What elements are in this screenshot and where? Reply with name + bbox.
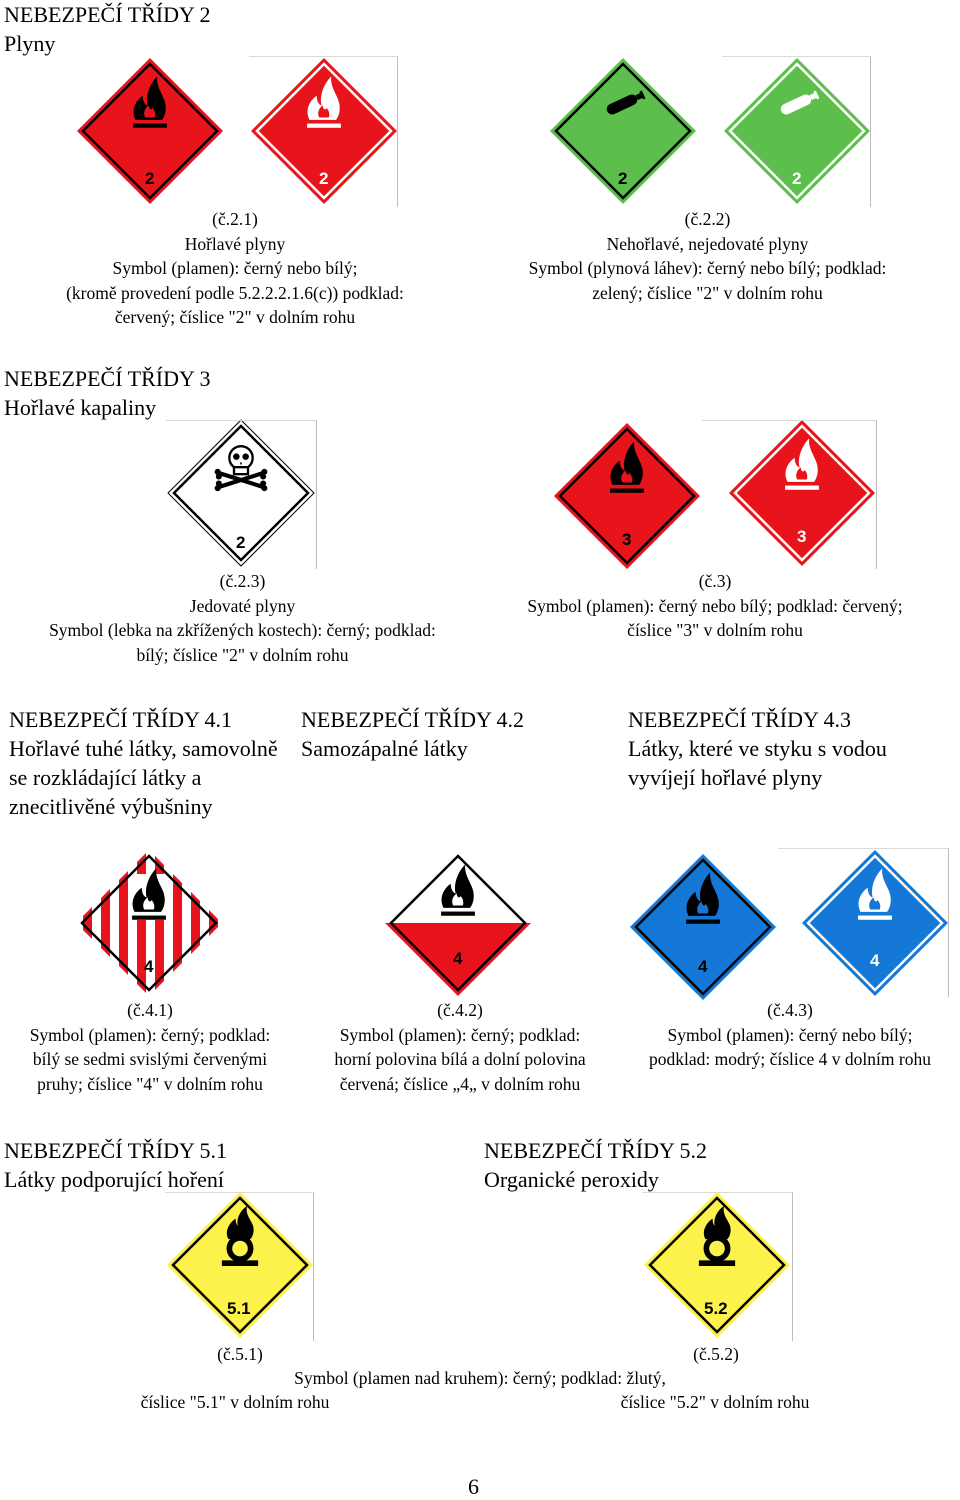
caption-line: Symbol (lebka na zkřížených kostech): černý; podklad: (49, 620, 436, 640)
caption-line: (č.2.3) (219, 571, 266, 591)
image-frame (778, 848, 949, 997)
caption-5-1-number: (č.5.1) (217, 1344, 263, 1364)
caption-line: podklad: modrý; číslice 4 v dolním rohu (649, 1049, 931, 1069)
caption-4-1 (0, 998, 300, 1096)
caption-line: Jedovaté plyny (189, 595, 296, 616)
digit-label: 2 (145, 169, 155, 188)
caption-5-2-digit: číslice "5.2" v dolním rohu (620, 1392, 810, 1412)
caption-4-2 (305, 998, 615, 1096)
digit-label: 4 (870, 951, 880, 970)
class52-subheading: Organické peroxidy (484, 1167, 659, 1192)
caption-5-shared: Symbol (plamen nad kruhem): černý; podklad: žlutý, (294, 1368, 666, 1388)
class3-subheading: Hořlavé kapaliny (4, 395, 157, 420)
caption-line: Symbol (plamen): černý nebo bílý; (112, 258, 358, 278)
digit-label: 4 (453, 949, 463, 968)
placard-4-1-striped (74, 848, 224, 998)
digit-label: 2 (618, 169, 628, 188)
digit-label: 5.1 (227, 1299, 251, 1318)
digit-label: 4 (698, 957, 708, 976)
caption-3 (485, 569, 945, 643)
caption-4-3 (615, 998, 960, 1072)
class3-heading: NEBEZPEČÍ TŘÍDY 3 (4, 366, 211, 391)
digit-label: 2 (319, 169, 329, 188)
digit-label: 2 (792, 169, 802, 188)
caption-line: (kromě provedení podle 5.2.2.2.1.6(c)) podklad: (66, 282, 404, 303)
class2-heading: NEBEZPEČÍ TŘÍDY 2 (4, 2, 211, 27)
caption-2-2 (490, 207, 925, 305)
placard-2-2-black-cylinder (548, 56, 698, 206)
class51-subheading: Látky podporující hoření (4, 1167, 224, 1192)
class43-subheading: Látky, které ve styku s vodou vyvíjejí hořlavé plyny (628, 736, 887, 790)
caption-2-1 (40, 207, 430, 330)
digit-label: 5.2 (704, 1299, 728, 1318)
caption-line: (č.2.1) (212, 209, 258, 229)
caption-5-1-digit: číslice "5.1" v dolním rohu (140, 1392, 330, 1412)
caption-line: bílý se sedmi svislými červenými (32, 1049, 268, 1069)
caption-line: Symbol (plamen): černý; podklad: (29, 1024, 271, 1045)
digit-label: 4 (144, 957, 154, 976)
caption-line: horní polovina bílá a dolní polovina (334, 1049, 586, 1069)
caption-line: Symbol (plamen): černý; podklad: (339, 1024, 581, 1045)
caption-line: Symbol (plamen): černý nebo bílý; podklad: červený; (527, 595, 903, 616)
page-number: 6 (468, 1474, 479, 1499)
caption-line: Hořlavé plyny (184, 233, 286, 254)
caption-line: červená; číslice „4„ v dolním rohu (339, 1073, 581, 1094)
image-frame (722, 56, 871, 207)
caption-line: červený; číslice "2" v dolním rohu (114, 307, 356, 327)
class42-subheading: Samozápalné látky (301, 736, 468, 761)
image-frame (702, 420, 877, 569)
digit-label: 3 (622, 530, 632, 549)
placard-4-2-half-red (383, 848, 533, 998)
digit-label: 3 (797, 527, 807, 546)
caption-line: bílý; číslice "2" v dolním rohu (136, 644, 349, 665)
caption-line: (č.4.1) (127, 1000, 173, 1020)
image-frame (249, 56, 398, 207)
class41-heading: NEBEZPEČÍ TŘÍDY 4.1 (9, 707, 233, 732)
caption-line: (č.2.2) (684, 209, 731, 229)
class43-heading: NEBEZPEČÍ TŘÍDY 4.3 (628, 707, 852, 732)
caption-line: Symbol (plamen): černý nebo bílý; (667, 1024, 913, 1045)
caption-line: Nehořlavé, nejedovaté plyny (606, 233, 809, 254)
caption-5-2-number: (č.5.2) (693, 1344, 739, 1364)
placard-2-1-black-flame (75, 56, 225, 206)
image-frame (642, 1192, 793, 1341)
caption-line: pruhy; číslice "4" v dolním rohu (37, 1073, 263, 1094)
class51-heading: NEBEZPEČÍ TŘÍDY 5.1 (4, 1138, 228, 1163)
caption-line: Symbol (plynová láhev): černý nebo bílý; podklad: (528, 258, 887, 278)
image-frame (166, 420, 317, 569)
caption-line: (č.3) (698, 571, 732, 591)
caption-line: (č.4.3) (767, 1000, 813, 1020)
image-frame (165, 1192, 314, 1341)
class42-heading: NEBEZPEČÍ TŘÍDY 4.2 (301, 707, 525, 732)
class41-subheading: Hořlavé tuhé látky, samovolně se rozkládající látky a znecitlivěné výbušniny (9, 736, 278, 819)
caption-line: číslice "3" v dolním rohu (627, 620, 803, 640)
caption-line: (č.4.2) (437, 1000, 483, 1020)
caption-2-3 (5, 569, 480, 667)
class2-subheading: Plyny (4, 31, 56, 56)
placard-4-3-black-flame (628, 852, 778, 1002)
placard-3-black-flame (552, 421, 702, 571)
caption-line: zelený; číslice "2" v dolním rohu (592, 282, 823, 303)
digit-label: 2 (236, 533, 246, 552)
class52-heading: NEBEZPEČÍ TŘÍDY 5.2 (484, 1138, 708, 1163)
